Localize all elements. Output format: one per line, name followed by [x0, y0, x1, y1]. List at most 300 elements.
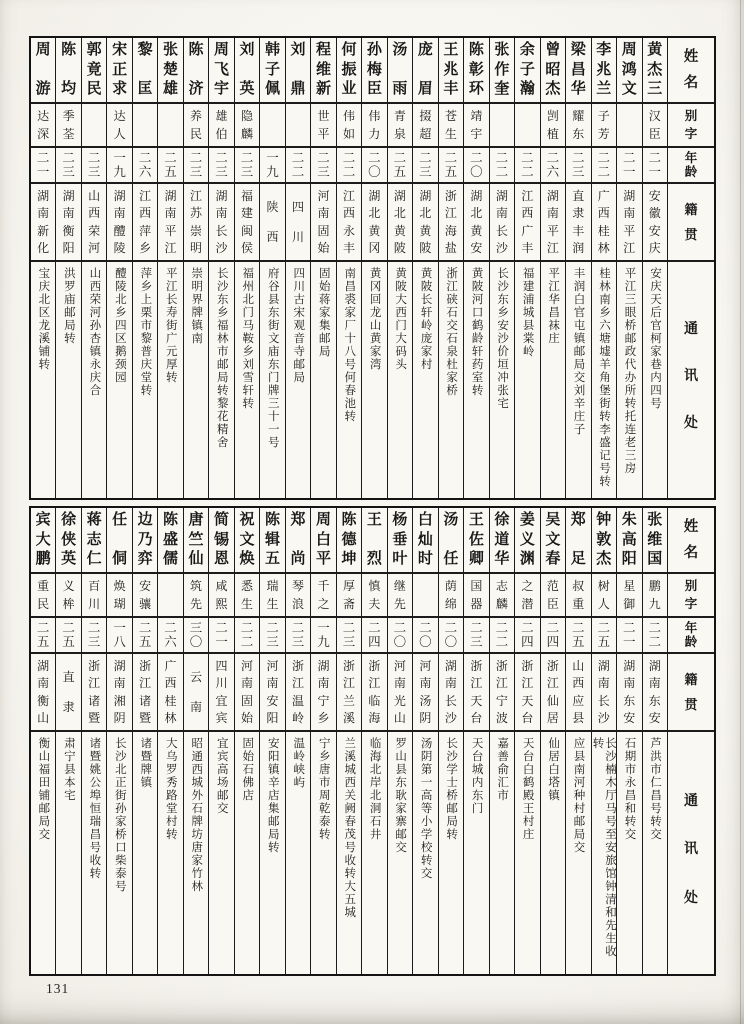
name-cell — [490, 38, 514, 104]
char: 化 — [37, 241, 50, 256]
char: 湖 — [623, 658, 636, 673]
char: 咸 — [215, 579, 228, 593]
char: 一 — [215, 635, 228, 649]
address-cell — [490, 262, 514, 498]
address-text: 洪罗庙邮局转 — [62, 267, 75, 345]
char: 昌 — [570, 61, 586, 78]
char: 二 — [164, 621, 177, 635]
courtesy-cell — [133, 574, 157, 618]
char: 林 — [164, 711, 177, 726]
native-cell — [235, 184, 259, 262]
entry-column — [56, 508, 81, 974]
char: 游 — [35, 81, 51, 97]
char: 二 — [291, 151, 305, 165]
char: 二 — [521, 165, 534, 179]
char: 一 — [317, 621, 330, 635]
char: 贯 — [684, 697, 698, 713]
char: 三 — [189, 165, 203, 179]
courtesy-cell — [56, 574, 80, 618]
char: 浙 — [470, 658, 483, 673]
char: 安 — [648, 223, 661, 238]
char: 季 — [62, 109, 75, 123]
address-text: 衡山福田铺邮局交 — [37, 737, 50, 841]
char: 白 — [417, 512, 433, 528]
native-cell — [617, 654, 641, 732]
char: 九 — [317, 635, 330, 649]
native-cell — [643, 654, 667, 732]
char: 刘 — [239, 42, 255, 58]
char: 渊 — [519, 551, 535, 567]
entry-column — [184, 508, 209, 974]
courtesy-cell — [235, 574, 259, 618]
char: 明 — [190, 241, 203, 256]
name-cell — [184, 508, 208, 574]
char: 陈 — [163, 512, 179, 528]
char: 湖 — [113, 658, 126, 673]
char: 植 — [546, 127, 559, 141]
char: 汤 — [392, 42, 408, 58]
char: 丰 — [342, 241, 355, 256]
name-cell — [286, 508, 310, 574]
address-cell — [82, 732, 106, 974]
address-text: 诸暨牌镇 — [139, 737, 152, 789]
char: 荫 — [444, 579, 457, 593]
age-cell — [31, 618, 55, 654]
char: 贯 — [684, 227, 698, 243]
char: 文 — [239, 531, 255, 548]
header-address — [668, 732, 714, 974]
char: 敦 — [596, 531, 612, 548]
name-cell — [260, 38, 284, 104]
directory-table-bottom — [29, 506, 716, 976]
char: 九 — [266, 165, 279, 179]
char: 作 — [494, 61, 510, 78]
char: 二 — [648, 635, 662, 649]
char: 湘 — [113, 693, 126, 708]
name-cell — [362, 508, 386, 574]
header-courtesy — [668, 104, 714, 148]
age-cell — [158, 618, 182, 654]
char: 二 — [342, 151, 356, 165]
age-cell — [260, 618, 284, 654]
char: 南 — [495, 206, 508, 221]
native-cell — [235, 654, 259, 732]
char: 通 — [684, 793, 698, 809]
age-cell — [337, 148, 361, 184]
char: 始 — [241, 711, 254, 726]
char: 御 — [623, 597, 636, 611]
char: 一 — [36, 165, 50, 179]
char: 维 — [315, 61, 331, 78]
address-cell — [643, 732, 667, 974]
address-text: 安庆天后官柯家巷内四号 — [649, 267, 661, 410]
char: 名 — [683, 544, 699, 561]
char: 西 — [164, 676, 177, 691]
char: 〇 — [444, 635, 458, 649]
courtesy-cell — [184, 574, 208, 618]
char: 西 — [572, 676, 585, 691]
char: 林 — [597, 241, 610, 256]
native-cell — [566, 654, 590, 732]
char: 南 — [648, 676, 661, 691]
address-cell — [31, 262, 55, 498]
char: 庆 — [648, 241, 661, 256]
char: 厚 — [342, 579, 355, 593]
char: 五 — [36, 635, 50, 649]
char: 二 — [623, 151, 636, 165]
char: 平 — [317, 127, 330, 141]
char: 山 — [37, 711, 50, 726]
char: 辑 — [264, 531, 280, 548]
char: 二 — [572, 621, 585, 635]
char: 河 — [393, 658, 406, 673]
char: 志 — [495, 579, 508, 593]
char: 南 — [37, 676, 50, 691]
entry-column — [388, 38, 413, 498]
native-cell — [541, 184, 565, 262]
address-cell — [311, 732, 335, 974]
char: 新 — [37, 223, 50, 238]
char: 之 — [521, 579, 534, 593]
address-cell — [617, 732, 641, 974]
address-cell — [260, 262, 284, 498]
char: 郭 — [86, 42, 102, 58]
char: 台 — [470, 711, 483, 726]
char: 四 — [546, 635, 560, 649]
age-cell — [617, 618, 641, 654]
address-cell — [617, 262, 641, 498]
char: 年 — [684, 621, 698, 635]
name-cell — [643, 38, 667, 104]
char: 固 — [241, 693, 254, 708]
char: 二 — [189, 151, 203, 165]
char: 奎 — [494, 81, 510, 97]
name-cell — [209, 508, 233, 574]
char: 二 — [62, 621, 75, 635]
courtesy-cell — [617, 104, 641, 148]
char: 时 — [417, 551, 433, 567]
courtesy-cell — [158, 104, 182, 148]
address-text: 醴陵北乡四区鹅颈园 — [113, 267, 126, 384]
char: 东 — [572, 127, 585, 141]
char: 韩 — [264, 42, 280, 58]
char: 百 — [88, 579, 101, 593]
char: 陈 — [188, 42, 204, 58]
char: 丰 — [443, 81, 459, 97]
entry-column — [413, 508, 438, 974]
char: 五 — [444, 165, 458, 179]
address-cell — [439, 732, 463, 974]
char: 蒋 — [86, 512, 102, 528]
courtesy-cell — [260, 574, 284, 618]
char: 恩 — [214, 551, 230, 567]
address-cell — [209, 262, 233, 498]
address-cell — [592, 262, 616, 498]
name-cell — [515, 38, 539, 104]
courtesy-cell — [133, 104, 157, 148]
char: 江 — [368, 676, 381, 691]
courtesy-cell — [184, 104, 208, 148]
char: 广 — [597, 188, 610, 203]
courtesy-cell — [490, 104, 514, 148]
name-cell — [464, 508, 488, 574]
char: 掇 — [419, 109, 432, 123]
char: 鹏 — [35, 551, 51, 567]
char: 祝 — [239, 512, 255, 528]
name-cell — [56, 38, 80, 104]
address-text: 黄陂大西门大码头 — [394, 267, 407, 371]
char: 二 — [240, 621, 254, 635]
courtesy-cell — [515, 574, 539, 618]
char: 均 — [61, 81, 77, 97]
char: 余 — [519, 42, 535, 58]
char: 大 — [35, 531, 51, 548]
courtesy-cell — [439, 104, 463, 148]
char: 潜 — [521, 597, 534, 611]
char: 广 — [521, 223, 534, 238]
char: 安 — [648, 711, 661, 726]
char: 靖 — [470, 109, 483, 123]
entry-column — [209, 508, 234, 974]
char: 江 — [190, 188, 203, 203]
char: 民 — [37, 597, 50, 611]
char: 年 — [684, 151, 698, 165]
address-cell — [362, 262, 386, 498]
entry-column — [158, 38, 183, 498]
char: 乡 — [317, 711, 330, 726]
char: 二 — [291, 621, 305, 635]
char: 二 — [317, 151, 330, 165]
native-cell — [286, 654, 310, 732]
char: 湖 — [62, 188, 75, 203]
char: 剀 — [546, 109, 559, 123]
char: 东 — [648, 693, 661, 708]
entry-column — [184, 38, 209, 498]
char: 重 — [37, 579, 50, 593]
char: 骧 — [139, 597, 152, 611]
char: 名 — [683, 74, 699, 91]
name-cell — [439, 38, 463, 104]
char: 直 — [62, 670, 75, 685]
entry-column — [260, 508, 285, 974]
char: 宜 — [215, 693, 228, 708]
char: 陕 — [266, 200, 279, 215]
char: 萍 — [139, 223, 152, 238]
char: 浙 — [291, 658, 304, 673]
native-cell — [388, 654, 412, 732]
char: 北 — [419, 206, 432, 221]
address-cell — [56, 732, 80, 974]
char: 济 — [188, 81, 204, 97]
address-cell — [158, 732, 182, 974]
char: 天 — [521, 693, 534, 708]
name-cell — [31, 508, 55, 574]
header-native — [668, 184, 714, 262]
courtesy-cell — [31, 104, 55, 148]
native-cell — [184, 654, 208, 732]
char: 河 — [266, 658, 279, 673]
char: 九 — [113, 165, 126, 179]
char: 沙 — [444, 711, 457, 726]
native-cell — [311, 654, 335, 732]
char: 兆 — [596, 61, 612, 78]
char: 简 — [214, 512, 230, 528]
char: 讯 — [684, 842, 698, 857]
name-cell — [362, 38, 386, 104]
char: 江 — [521, 676, 534, 691]
char: 山 — [88, 188, 101, 203]
address-text: 固始蒋家集邮局 — [317, 267, 330, 358]
char: 钟 — [596, 512, 612, 528]
char: 平 — [623, 223, 636, 238]
char: 人 — [113, 127, 126, 141]
char: 西 — [597, 206, 610, 221]
header-column — [668, 508, 714, 974]
age-cell — [388, 618, 412, 654]
address-cell — [286, 262, 310, 498]
char: 〇 — [368, 165, 381, 179]
char: 五 — [264, 551, 280, 567]
age-cell — [56, 148, 80, 184]
char: 竟 — [86, 61, 102, 78]
entry-column — [439, 508, 464, 974]
char: 南 — [215, 206, 228, 221]
entry-column — [107, 508, 132, 974]
native-cell — [362, 654, 386, 732]
char: 二 — [572, 151, 585, 165]
char: 二 — [444, 151, 458, 165]
entry-column — [235, 38, 260, 498]
char: 瑞 — [266, 579, 279, 593]
native-cell — [337, 654, 361, 732]
char: 湖 — [393, 188, 406, 203]
address-text: 府谷县东街文庙东门牌三十一号 — [266, 267, 279, 449]
char: 民 — [190, 127, 203, 141]
char: 尚 — [290, 551, 306, 567]
char: 始 — [317, 241, 330, 256]
char: 灿 — [417, 531, 433, 548]
char: 二 — [87, 621, 101, 635]
char: 慎 — [368, 579, 381, 593]
age-cell — [337, 618, 361, 654]
char: 沙 — [495, 241, 508, 256]
char: 龄 — [684, 635, 698, 649]
courtesy-cell — [260, 104, 284, 148]
char: 江 — [546, 676, 559, 691]
courtesy-cell — [566, 574, 590, 618]
address-cell — [439, 262, 463, 498]
courtesy-cell — [541, 104, 565, 148]
address-cell — [566, 732, 590, 974]
char: 姜 — [519, 512, 535, 528]
courtesy-cell — [643, 574, 667, 618]
char: 〇 — [419, 635, 432, 649]
courtesy-cell — [413, 574, 437, 618]
char: 春 — [545, 551, 561, 567]
native-cell — [286, 184, 310, 262]
char: 三 — [317, 165, 330, 179]
char: 籍 — [684, 671, 698, 687]
name-cell — [439, 508, 463, 574]
address-cell — [286, 732, 310, 974]
char: 周 — [214, 42, 230, 58]
name-cell — [617, 38, 641, 104]
name-cell — [209, 38, 233, 104]
char: 三 — [291, 635, 305, 649]
courtesy-cell — [82, 574, 106, 618]
courtesy-cell — [158, 574, 182, 618]
char: 麟 — [241, 127, 254, 141]
char: 宾 — [215, 711, 228, 726]
char: 云 — [190, 670, 203, 685]
page-number: 131 — [46, 981, 70, 996]
char: 二 — [291, 165, 305, 179]
native-cell — [209, 654, 233, 732]
char: 字 — [684, 596, 698, 611]
name-cell — [286, 38, 310, 104]
entry-column — [337, 38, 362, 498]
header-age — [668, 618, 714, 654]
char: 天 — [470, 693, 483, 708]
native-cell — [31, 184, 55, 262]
courtesy-cell — [464, 104, 488, 148]
age-cell — [490, 618, 514, 654]
char: 任 — [443, 551, 459, 567]
entry-column — [133, 38, 158, 498]
address-text: 福建浦城县棠岭 — [521, 267, 534, 358]
char: 器 — [470, 597, 483, 611]
char: 先 — [393, 597, 406, 611]
age-cell — [541, 618, 565, 654]
char: 彰 — [468, 61, 484, 78]
native-cell — [362, 184, 386, 262]
char: 文 — [621, 81, 637, 97]
address-cell — [643, 262, 667, 498]
char: 川 — [215, 676, 228, 691]
char: 五 — [138, 635, 152, 649]
char: 三 — [240, 165, 254, 179]
entry-column — [413, 38, 438, 498]
char: 隶 — [62, 699, 75, 714]
char: 二 — [36, 621, 50, 635]
char: 二 — [597, 151, 611, 165]
char: 浙 — [495, 658, 508, 673]
native-cell — [617, 184, 641, 262]
char: 兆 — [443, 61, 459, 78]
char: 暨 — [88, 711, 101, 726]
char: 南 — [241, 676, 254, 691]
char: 湖 — [317, 658, 330, 673]
char: 南 — [113, 676, 126, 691]
address-cell — [362, 732, 386, 974]
char: 宋 — [112, 42, 128, 58]
entry-column — [286, 508, 311, 974]
char: 周 — [621, 42, 637, 58]
name-cell — [56, 508, 80, 574]
name-cell — [592, 38, 616, 104]
age-cell — [286, 618, 310, 654]
char: 青 — [393, 109, 406, 123]
char: 侠 — [61, 531, 77, 548]
char: 二 — [368, 151, 381, 165]
char: 南 — [113, 206, 126, 221]
char: 三 — [647, 81, 663, 97]
name-cell — [133, 508, 157, 574]
courtesy-cell — [388, 104, 412, 148]
char: 宾 — [35, 512, 51, 528]
char: 眉 — [417, 81, 433, 97]
char: 四 — [215, 658, 228, 673]
